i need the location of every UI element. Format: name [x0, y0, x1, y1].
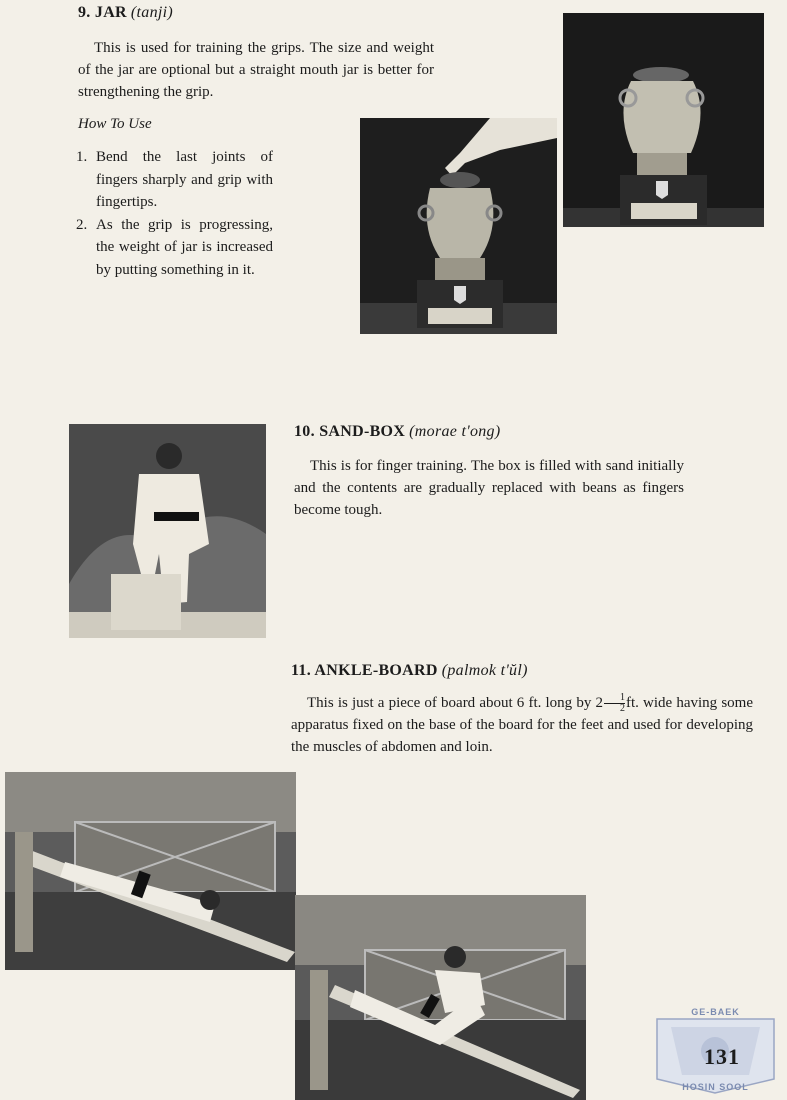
jar-romanization: (tanji)	[130, 4, 174, 21]
how-to-use-heading: How To Use	[78, 116, 152, 132]
photo-ankle-board-lying	[5, 772, 296, 970]
jar-steps	[76, 146, 273, 281]
ankle-board-body: This is just a piece of board about 6 ft. long by 2 $\frac{1}{2}$ ft. wide having some apparatus fixed on the base of the board for the feet and used for developing the muscles of abdomen and loin.	[291, 692, 753, 756]
step-1: 1. Bend the last joints of fingers sharply and grip with fingertips.	[76, 149, 273, 210]
ankle-board-heading	[291, 662, 528, 680]
badge-bottom-text: HOSIN SOOL	[682, 1082, 749, 1092]
fraction-half: $\frac{1}{2}$	[604, 693, 625, 714]
photo-ankle-board-situp	[295, 895, 586, 1100]
photo-sand-box	[69, 424, 266, 638]
sand-box-romanization: (morae t'ong)	[409, 423, 501, 440]
photo-jar-pedestal	[563, 13, 764, 227]
ankle-board-title: 11. ANKLE-BOARD	[291, 662, 438, 679]
sand-box-heading	[294, 423, 500, 441]
ankle-board-romanization: (palmok t'ŭl)	[441, 662, 528, 679]
step-2: 2. As the grip is progressing, the weight of jar is increased by putting something in it.	[76, 216, 273, 278]
page-number: 131	[704, 1044, 740, 1069]
jar-title: 9. JAR	[78, 4, 127, 21]
jar-intro: This is used for training the grips. The size and weight of the jar are optional but a straight mouth jar is better for strengthening the grip.	[78, 40, 434, 100]
jar-heading	[78, 4, 173, 22]
photo-jar-grip	[360, 118, 557, 334]
badge-top-text: GE-BAEK	[691, 1007, 740, 1017]
sand-box-body: This is for finger training. The box is filled with sand initially and the contents are gradually replaced with beans as fingers become tough.	[294, 458, 684, 518]
sand-box-title: 10. SAND-BOX	[294, 423, 406, 440]
